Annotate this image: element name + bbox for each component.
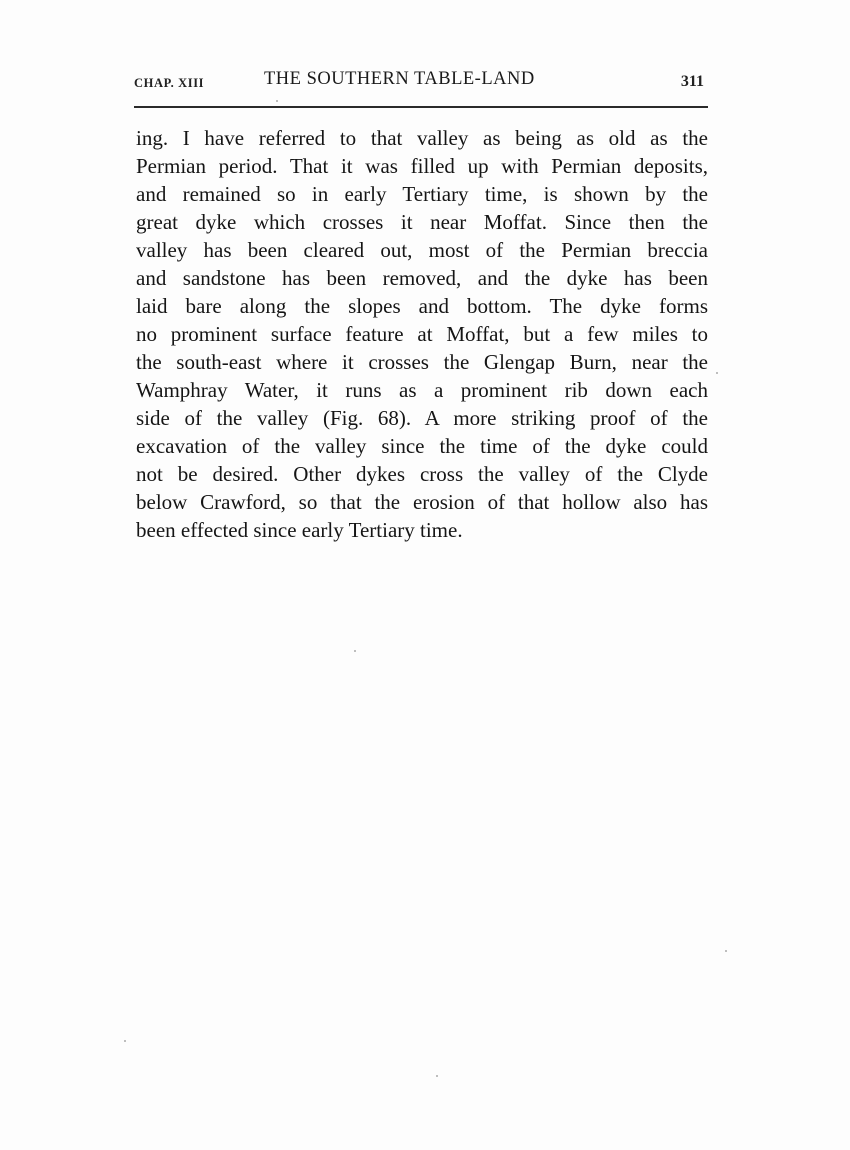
- text-line: valley has been cleared out, most of the Permian breccia: [136, 238, 708, 262]
- text-line: ing. I have referred to that valley as being as old as the: [136, 126, 708, 150]
- text-line: Permian period. That it was filled up with Permian deposits,: [136, 154, 708, 178]
- text-line: been effected since early Tertiary time.: [136, 518, 463, 542]
- text-line: and remained so in early Tertiary time, is shown by the: [136, 182, 708, 206]
- text-line: not be desired. Other dykes cross the valley of the Clyde: [136, 462, 708, 486]
- text-line: laid bare along the slopes and bottom. The dyke forms: [136, 294, 708, 318]
- scan-speck: [725, 950, 727, 952]
- text-line: and sandstone has been removed, and the dyke has been: [136, 266, 708, 290]
- text-line: Wamphray Water, it runs as a prominent rib down each: [136, 378, 708, 402]
- text-line: the south-east where it crosses the Glengap Burn, near the: [136, 350, 708, 374]
- header-rule: [134, 106, 708, 108]
- text-line: great dyke which crosses it near Moffat. Since then the: [136, 210, 708, 234]
- scan-speck: [436, 1075, 438, 1077]
- scan-speck: [354, 650, 356, 652]
- body-text: [136, 124, 708, 544]
- scan-speck: [716, 372, 718, 374]
- chapter-label: CHAP. XIII: [134, 76, 205, 90]
- text-line: no prominent surface feature at Moffat, but a few miles to: [136, 322, 708, 346]
- text-line: side of the valley (Fig. 68). A more striking proof of the: [136, 406, 708, 430]
- scan-speck: [276, 100, 278, 102]
- text-line: excavation of the valley since the time of the dyke could: [136, 434, 708, 458]
- running-head: [134, 66, 708, 96]
- page-number: 311: [680, 73, 704, 90]
- scan-speck: [124, 1040, 126, 1042]
- text-line: below Crawford, so that the erosion of that hollow also has: [136, 490, 708, 514]
- running-head-title: THE SOUTHERN TABLE-LAND: [264, 69, 535, 89]
